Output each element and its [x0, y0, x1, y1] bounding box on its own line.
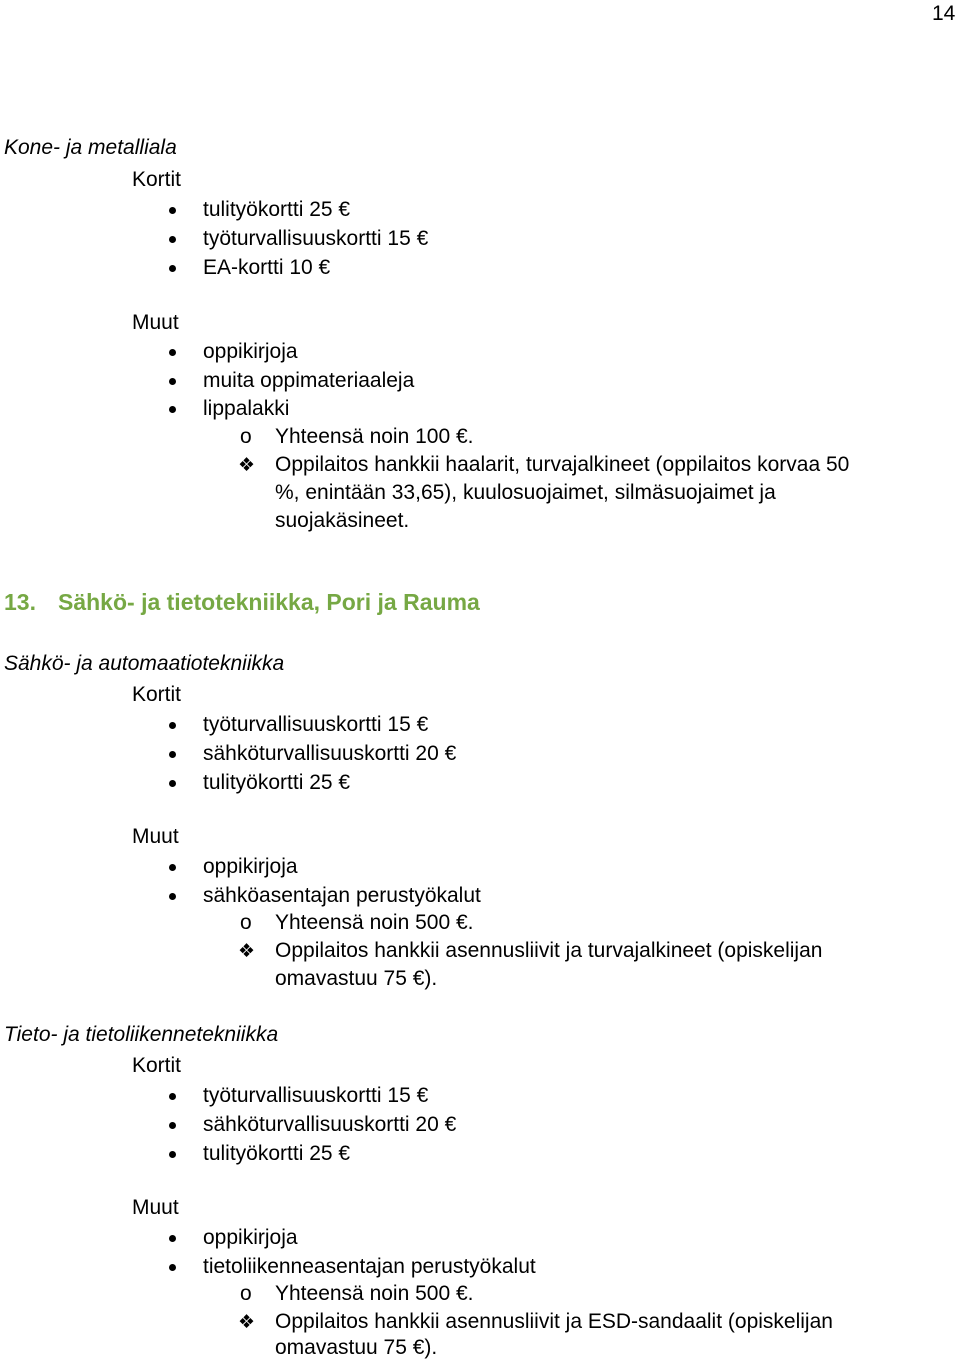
list-item: työturvallisuuskortti 15 €	[203, 227, 429, 250]
sub-bullet-icon: o	[240, 425, 252, 448]
heading-number: 13.	[4, 589, 36, 615]
list-item: työturvallisuuskortti 15 €	[203, 1084, 429, 1107]
bullet-icon	[169, 1151, 176, 1158]
list-item: sähköturvallisuuskortti 20 €	[203, 1113, 457, 1136]
note-diamond-icon: ❖	[238, 454, 256, 476]
list-item: oppikirjoja	[203, 340, 298, 363]
cards-label: Kortit	[132, 1054, 182, 1077]
list-item: sähköturvallisuuskortti 20 €	[203, 742, 457, 765]
list-item: työturvallisuuskortti 15 €	[203, 713, 429, 736]
list-item: tietoliikenneasentajan perustyökalut	[203, 1255, 536, 1278]
bullet-icon	[169, 1235, 176, 1242]
bullet-icon	[169, 1264, 176, 1271]
bullet-icon	[169, 207, 176, 214]
note-line: suojakäsineet.	[275, 509, 410, 532]
other-label: Muut	[132, 825, 179, 848]
bullet-icon	[169, 406, 176, 413]
note-line: Oppilaitos hankkii asennusliivit ja ESD-sandaalit (opiskelijan	[275, 1310, 833, 1333]
bullet-icon	[169, 722, 176, 729]
note-line: omavastuu 75 €).	[275, 967, 438, 990]
total-text: Yhteensä noin 500 €.	[275, 1282, 474, 1305]
list-item: lippalakki	[203, 397, 290, 420]
sub-bullet-icon: o	[240, 911, 252, 934]
cards-label: Kortit	[132, 168, 182, 191]
note-diamond-icon: ❖	[238, 1311, 256, 1333]
note-line: Oppilaitos hankkii haalarit, turvajalkineet (oppilaitos korvaa 50	[275, 453, 850, 476]
total-text: Yhteensä noin 500 €.	[275, 911, 474, 934]
list-item: tulityökortti 25 €	[203, 198, 351, 221]
sub-bullet-icon: o	[240, 1282, 252, 1305]
list-item: oppikirjoja	[203, 1226, 298, 1249]
other-label: Muut	[132, 1196, 179, 1219]
note-line: omavastuu 75 €).	[275, 1336, 438, 1359]
list-item: oppikirjoja	[203, 855, 298, 878]
cards-label: Kortit	[132, 683, 182, 706]
section-title-sahko: Sähkö- ja automaatiotekniikka	[4, 652, 285, 675]
list-item: tulityökortti 25 €	[203, 771, 351, 794]
note-diamond-icon: ❖	[238, 940, 256, 962]
bullet-icon	[169, 1122, 176, 1129]
bullet-icon	[169, 893, 176, 900]
bullet-icon	[169, 349, 176, 356]
list-item: sähköasentajan perustyökalut	[203, 884, 481, 907]
bullet-icon	[169, 780, 176, 787]
page-number: 14	[932, 2, 956, 25]
bullet-icon	[169, 864, 176, 871]
note-line: %, enintään 33,65), kuulosuojaimet, silmäsuojaimet ja	[275, 481, 776, 504]
list-item: muita oppimateriaaleja	[203, 369, 415, 392]
heading-title: Sähkö- ja tietotekniikka, Pori ja Rauma	[58, 589, 480, 615]
bullet-icon	[169, 378, 176, 385]
list-item: EA-kortti 10 €	[203, 256, 331, 279]
section-title-tieto: Tieto- ja tietoliikennetekniikka	[4, 1023, 279, 1046]
bullet-icon	[169, 1093, 176, 1100]
note-line: Oppilaitos hankkii asennusliivit ja turvajalkineet (opiskelijan	[275, 939, 823, 962]
bullet-icon	[169, 236, 176, 243]
section-title-kone: Kone- ja metalliala	[4, 136, 177, 159]
total-text: Yhteensä noin 100 €.	[275, 425, 474, 448]
list-item: tulityökortti 25 €	[203, 1142, 351, 1165]
bullet-icon	[169, 751, 176, 758]
other-label: Muut	[132, 311, 179, 334]
bullet-icon	[169, 265, 176, 272]
